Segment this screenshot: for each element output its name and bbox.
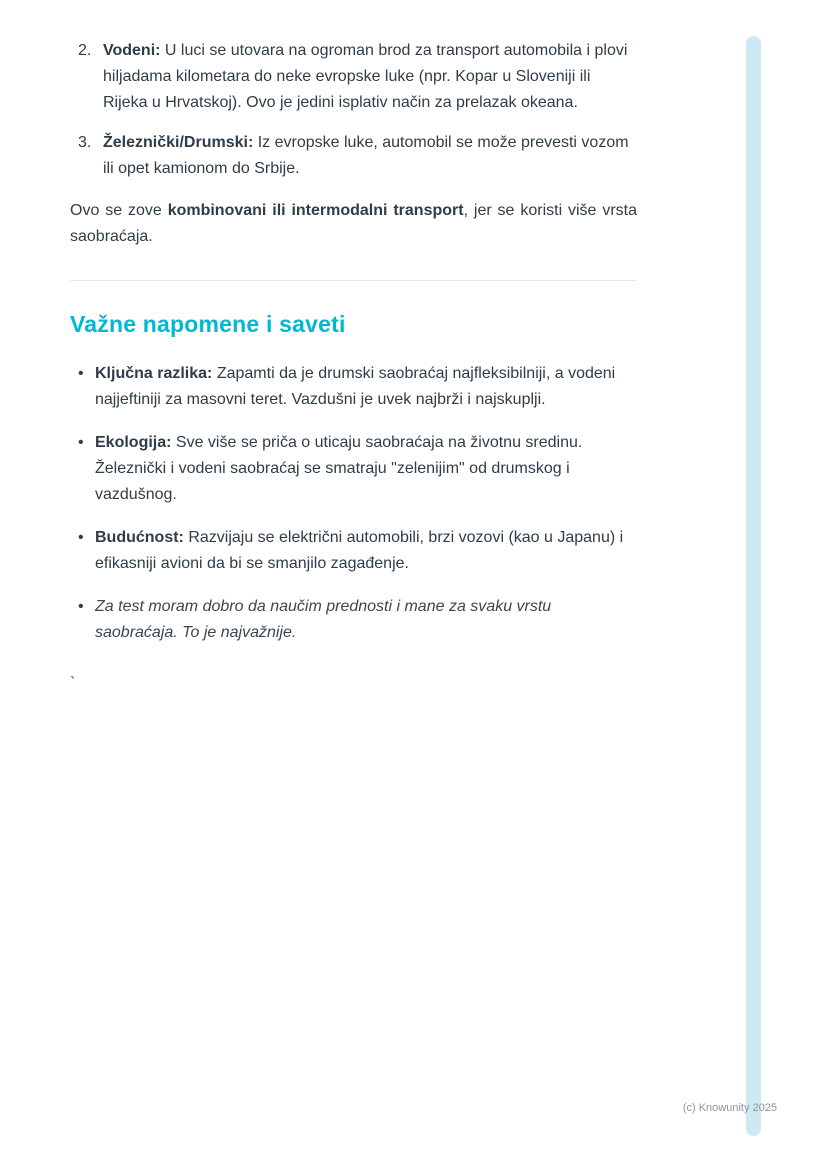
transport-modes-list xyxy=(70,38,637,182)
note-text xyxy=(95,594,637,646)
note-body: Za test moram dobro da naučim prednosti i mane za svaku vrstu saobraćaja. To je najvažnije. xyxy=(95,598,552,641)
list-item-body: U luci se utovara na ogroman brod za transport automobila i plovi hiljadama kilometara do neke evropske luke (npr. Kopar u Sloveniji ili Rijeka u Hrvatskoj). Ovo je jedini isplativ način za prelazak okeana. xyxy=(103,42,628,111)
paragraph-bold: kombinovani ili intermodalni transport xyxy=(167,202,464,219)
note-test-reminder xyxy=(70,594,637,646)
note-text xyxy=(95,525,637,577)
note-buducnost xyxy=(70,525,637,577)
stray-backtick: ` xyxy=(70,675,76,692)
list-item-body: Iz evropske luke, automobil se može prevesti vozom ili opet kamionom do Srbije. xyxy=(103,134,629,177)
note-label: Ključna razlika: xyxy=(95,365,213,382)
list-item-number: 2. xyxy=(78,42,92,59)
note-ekologija xyxy=(70,430,637,508)
note-body: Zapamti da je drumski saobraćaj najfleksibilniji, a vodeni najjeftiniji za masovni teret. Vazdušni je uvek najbrži i najskuplji. xyxy=(95,365,616,408)
note-label: Budućnost: xyxy=(95,529,184,546)
bullet-icon: • xyxy=(78,529,84,546)
paragraph-prefix: Ovo se zove xyxy=(70,202,168,219)
list-item-zeleznicki-drumski xyxy=(70,130,637,182)
bullet-icon: • xyxy=(78,434,84,451)
paragraph-suffix: , jer se koristi više vrsta saobraćaja. xyxy=(70,202,638,245)
note-body: Sve više se priča o uticaju saobraćaja na životnu sredinu. Železnički i vodeni saobraćaj se smatraju "zelenijim" od drumskog i vazdušnog. xyxy=(95,434,583,503)
list-item-vodeni xyxy=(70,38,637,116)
list-item-text xyxy=(103,130,637,182)
note-kljucna-razlika xyxy=(70,361,637,413)
page-edge-highlight-bar xyxy=(746,36,761,1136)
copyright-footer: (c) Knowunity 2025 xyxy=(682,1102,777,1114)
note-text xyxy=(95,361,637,413)
list-item-text xyxy=(103,38,637,116)
list-item-label: Železnički/Drumski: xyxy=(103,134,254,151)
bullet-icon: • xyxy=(78,365,84,382)
intermodal-transport-paragraph xyxy=(70,198,637,250)
list-item-label: Vodeni: xyxy=(103,42,161,59)
page-content xyxy=(70,38,637,694)
note-body: Razvijaju se električni automobili, brzi vozovi (kao u Japanu) i efikasniji avioni da bi se smanjilo zagađenje. xyxy=(95,529,624,572)
section-heading: Važne napomene i saveti xyxy=(70,311,346,337)
bullet-icon: • xyxy=(78,598,84,615)
list-item-number: 3. xyxy=(78,134,92,151)
notes-list xyxy=(70,361,637,646)
section-divider xyxy=(70,280,637,281)
note-text xyxy=(95,430,637,508)
note-label: Ekologija: xyxy=(95,434,172,451)
